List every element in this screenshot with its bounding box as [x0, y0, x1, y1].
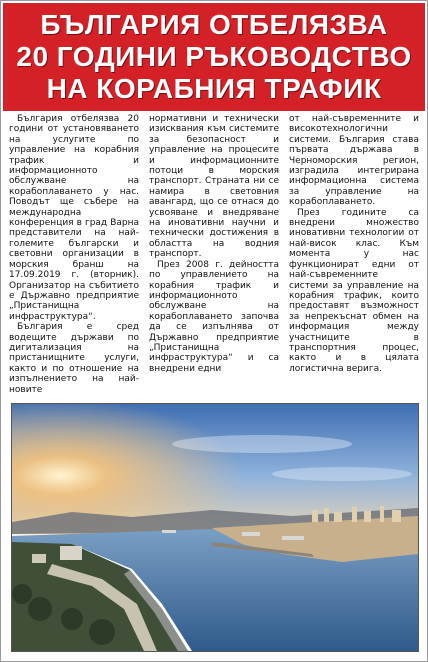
headline-line-2: 20 ГОДИНИ РЪКОВОДСТВО [16, 41, 412, 72]
paragraph: нормативни и технически изисквания към системите за безопасност и управление на процесите и информационните потоци в морския транспорт. Страната ни се намира в световния авангард, що се отнася до усвояване и внедряване на иновативни научни и технически достижения в областта на водния транспорт. [149, 114, 279, 260]
headline-banner [3, 3, 425, 111]
headline-line-3: НА КОРАБНИЯ ТРАФИК [46, 73, 382, 104]
paragraph: България е сред водещите държави по дигитализация на пристанищните услуги, както и по отношение на изпълнението на най-новите [9, 322, 139, 395]
article-column-3 [289, 114, 419, 397]
article-body [9, 114, 419, 397]
paragraph: През годините са внедрени множество иновативни технологии от най-висок клас. Към момента у нас функционират едни от най-съвременните системи за управление на корабния трафик, които предоставят възможност за непрекъснат обмен на информация между участниците в транспортния процес, както и в цялата логистична верига. [289, 207, 419, 374]
paragraph: През 2008 г. дейността по управлението на корабния трафик и информационното обслужване на корабоплаването започва да се изпълнява от Държавно предприятие „Пристанищна инфраструктура“ и са внедрени едни [149, 259, 279, 374]
paragraph: от най-съвременните и високотехнологични системи. България става първата държава в Черноморския регион, изградила интегрирана информационна система за управление на корабоплаването. [289, 114, 419, 208]
cloud [272, 467, 412, 481]
photo-illustration [12, 404, 418, 651]
headline-line-1: БЪЛГАРИЯ ОТБЕЛЯЗВА [40, 9, 388, 40]
building [32, 554, 46, 563]
article-column-1 [9, 114, 139, 397]
cloud [172, 435, 352, 453]
building [60, 546, 82, 560]
aerial-harbor-sunset-photo [11, 403, 419, 652]
paragraph: България отбелязва 20 години от установяването на услугите по управление на корабния трафик и информационното обслужване на корабоплаването у нас. Поводът ще събере на международна конференция в град Варна представители на най-големите български и световни организации в морския бранш на 17.09.2019 г. (вторник). Организатор на събитието е Държавно предприятие „Пристанищна инфраструктура“. [9, 114, 139, 322]
article-column-2 [149, 114, 279, 397]
